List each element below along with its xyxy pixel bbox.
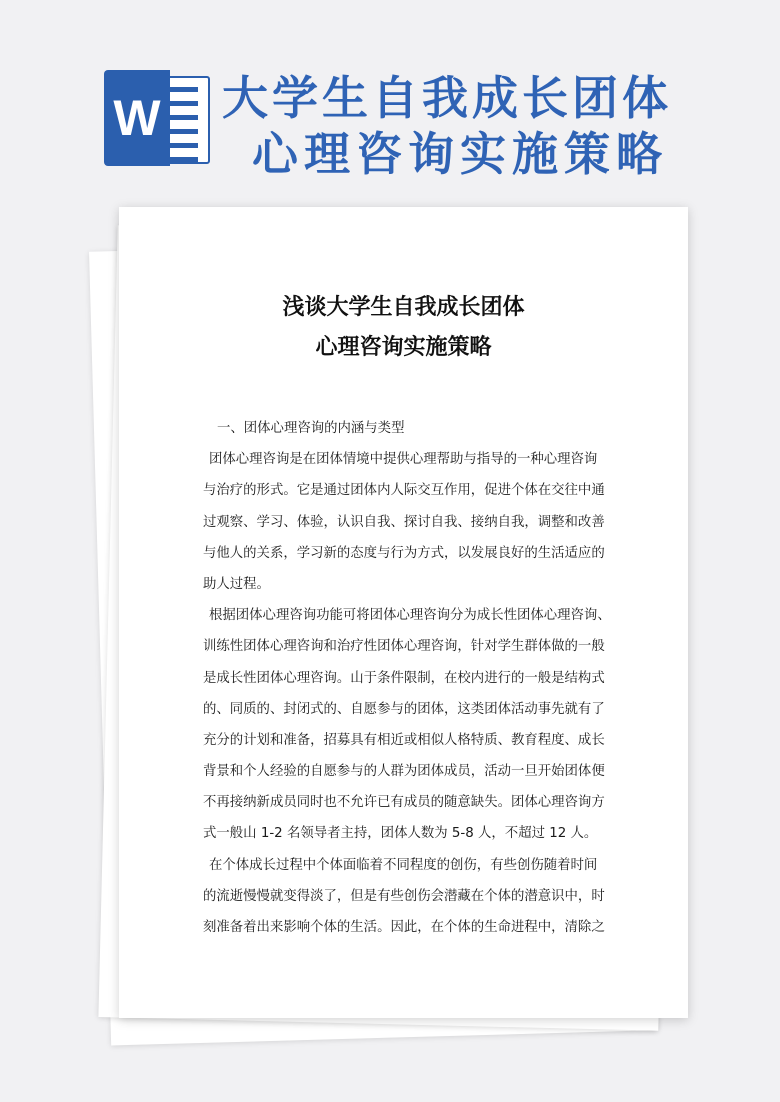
section-heading: 一、团体心理咨询的内涵与类型 xyxy=(217,421,405,436)
document-title-line-1: 浅谈大学生自我成长团体 xyxy=(282,295,525,320)
banner-title xyxy=(222,70,692,182)
banner xyxy=(0,0,780,200)
word-document-icon xyxy=(104,70,210,166)
document-title-line-2: 心理咨询实施策略 xyxy=(315,335,492,360)
paragraph-line: 与他人的关系，学习新的态度与行为方式，以发展良好的生活适应的 xyxy=(203,545,605,561)
paragraph-line: 团体心理咨询是在团体情境中提供心理帮助与指导的一种心理咨询 xyxy=(209,452,598,468)
paragraph-line: 的、同质的、封闭式的、自愿参与的团体，这类团体活动事先就有了 xyxy=(203,701,605,717)
paragraph-line: 刻准备着出来影响个体的生活。因此，在个体的生命进程中，清除之 xyxy=(203,920,605,935)
paragraph-line: 训练性团体心理咨询和治疗性团体心理咨询，针对学生群体做的一般 xyxy=(203,639,605,655)
document-body xyxy=(203,413,635,943)
paragraph-line: 不再接纳新成员同时也不允许已有成员的随意缺失。团体心理咨询方 xyxy=(203,795,605,811)
paragraph-line: 是成长性团体心理咨询。山于条件限制，在校内进行的一般是结构式 xyxy=(203,670,605,686)
paragraph-line: 与治疗的形式。它是通过团体内人际交互作用，促进个体在交往中通 xyxy=(203,483,605,499)
paragraph-line: 过观察、学习、体验，认识自我、探讨自我、接纳自我，调整和改善 xyxy=(203,514,605,530)
paragraph-line: 在个体成长过程中个体面临着不同程度的创伤，有些创伤随着时间 xyxy=(209,857,598,873)
paragraph-line: 充分的计划和准备，招募具有相近或相似人格特质、教育程度、成长 xyxy=(203,732,605,748)
word-logo-letter: W xyxy=(104,70,170,166)
paragraph-line: 式一般山 1-2 名领导者主持，团体人数为 5-8 人，不超过 12 人。 xyxy=(203,826,598,842)
paragraph-line: 助人过程。 xyxy=(203,576,270,592)
paragraph-line: 的流逝慢慢就变得淡了，但是有些创伤会潜藏在个体的潜意识中，时 xyxy=(203,888,605,904)
paragraph-line: 根据团体心理咨询功能可将团体心理咨询分为成长性团体心理咨询、 xyxy=(209,608,611,624)
document-page xyxy=(119,207,688,1018)
banner-title-line-1: 大学生自我成长团体 xyxy=(222,71,672,125)
paragraph-line: 背景和个人经验的自愿参与的人群为团体成员，活动一旦开始团体便 xyxy=(203,764,605,780)
banner-title-line-2: 心理咨询实施策略 xyxy=(252,127,668,181)
